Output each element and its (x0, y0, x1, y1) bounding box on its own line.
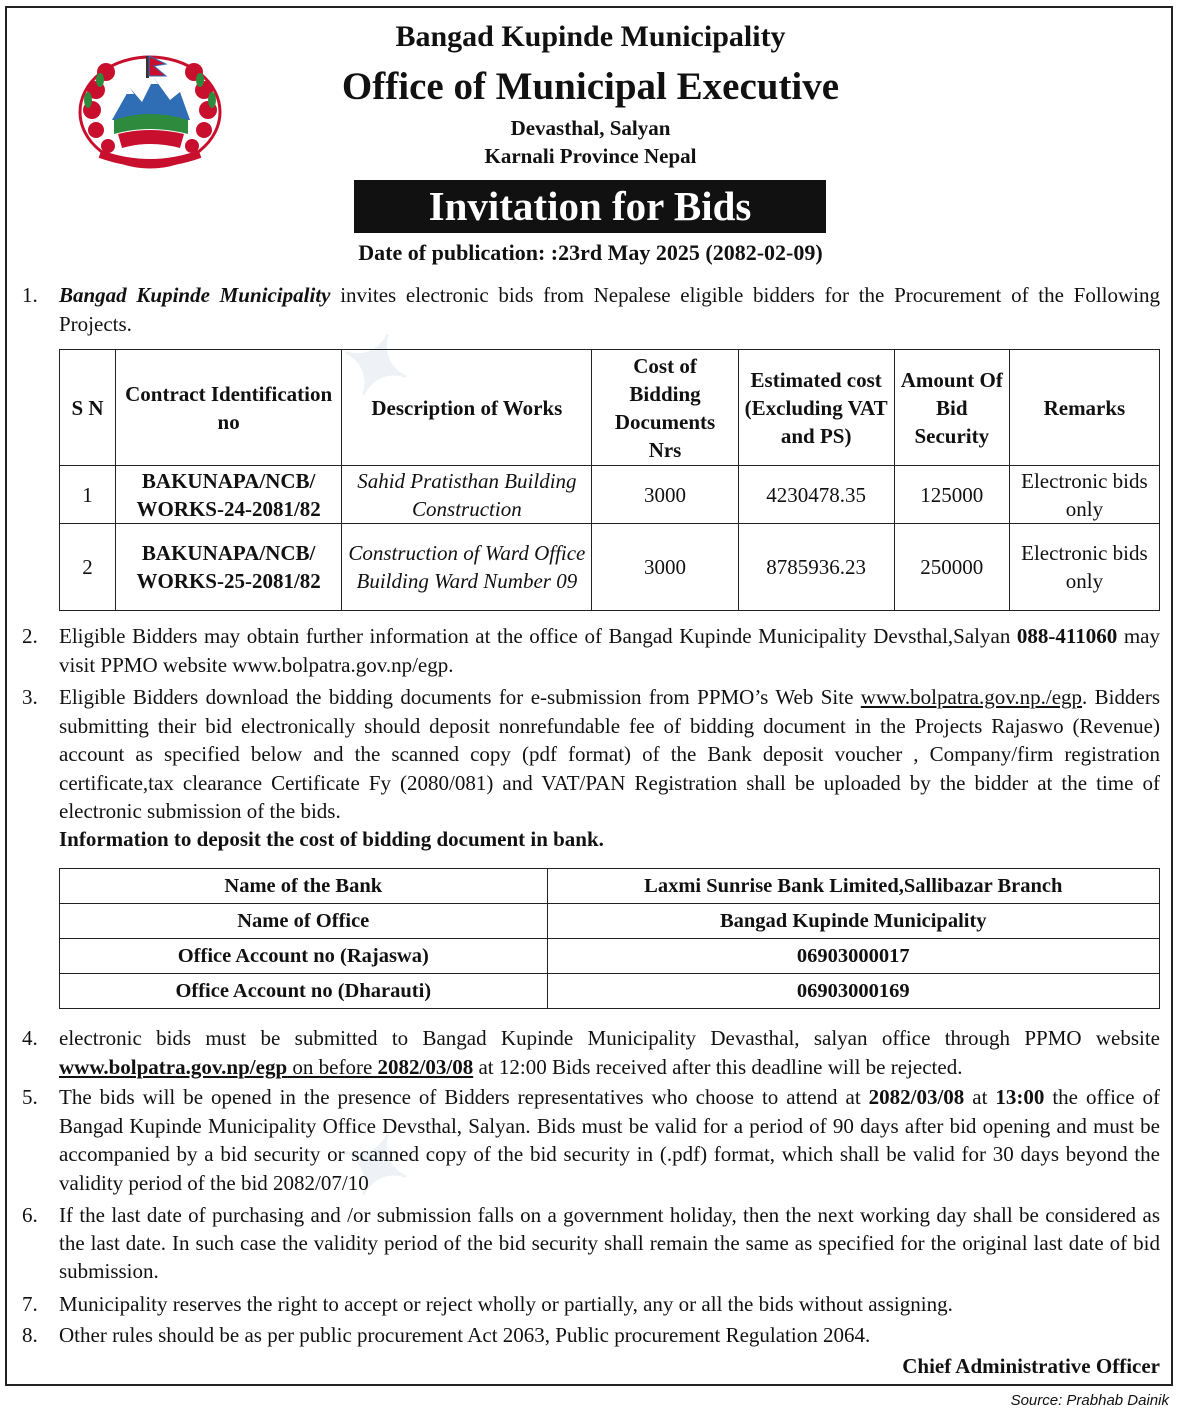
item-6-text: If the last date of purchasing and /or submission falls on a government holiday, then the next working day shall be considered as the last date. In such case the validity period of the bid security shall remain the same as specified for the original last date of bid submission. (59, 1203, 1160, 1283)
item-4-on-before: on before (287, 1054, 378, 1079)
bank-info-heading: Information to deposit the cost of bidding document in bank. (59, 827, 604, 851)
item-number-3: 3. (22, 685, 38, 709)
bank-label: Office Account no (Dharauti) (60, 974, 548, 1009)
cell-estimated: 4230478.35 (738, 466, 894, 524)
cell-remarks: Electronic bids only (1009, 466, 1159, 524)
header-estimated: Estimated cost (Excluding VAT and PS) (738, 350, 894, 466)
cell-remarks: Electronic bids only (1009, 524, 1159, 611)
item-4-part-b: at 12:00 Bids received after this deadline will be rejected. (473, 1054, 963, 1079)
item-5-at: at (964, 1085, 996, 1109)
item-5-part-b: the office of Bangad Kupinde Municipality Office Devsthal, Salyan. Bids must be valid for a period of 90 days after bid opening and must be accompanied by a bid security or scanned copy of the bid security in (.pdf) format, which shall be valid for 30 days beyond the validity period of the bid 2082/07/10 (59, 1085, 1161, 1195)
table-row (60, 939, 1160, 974)
item-number-6: 6. (22, 1203, 38, 1227)
ppmo-website-link[interactable]: www.bolpatra.gov.np./egp (860, 685, 1083, 709)
watermark-logo-bottom: ✦ (319, 1113, 436, 1217)
cell-cost: 3000 (592, 466, 738, 524)
item-number-2: 2. (22, 624, 38, 648)
header-description: Description of Works (342, 350, 592, 466)
item-2-part-a: Eligible Bidders may obtain further information at the office of Bangad Kupinde Municipality Devsthal,Salyan (59, 624, 1017, 648)
bank-label: Office Account no (Rajaswa) (60, 939, 548, 974)
bank-value: Laxmi Sunrise Bank Limited,Sallibazar Branch (547, 869, 1159, 904)
item-number-7: 7. (22, 1292, 38, 1316)
cell-estimated: 8785936.23 (738, 524, 894, 611)
table-row (60, 974, 1160, 1009)
bank-label: Name of Office (60, 904, 548, 939)
item-number-4: 4. (22, 1026, 38, 1050)
header-contract: Contract Identification no (116, 350, 342, 466)
item-5-part-a: The bids will be opened in the presence of Bidders representatives who choose to attend at (59, 1085, 869, 1109)
cell-security: 250000 (894, 524, 1009, 611)
watermark-logo-top: ✦ (319, 313, 436, 417)
cell-sn: 2 (60, 524, 116, 611)
item-number-5: 5. (22, 1085, 38, 1109)
table-row (60, 869, 1160, 904)
bank-table (59, 868, 1160, 1009)
item-3-text (59, 683, 1160, 826)
item-1-org: Bangad Kupinde Municipality (59, 283, 331, 307)
office-title: Office of Municipal Executive (341, 65, 840, 108)
item-4-part-a: electronic bids must be submitted to Bangad Kupinde Municipality Devasthal, salyan office through PPMO website (59, 1026, 1160, 1050)
cell-security: 125000 (894, 466, 1009, 524)
item-number-1: 1. (22, 283, 38, 307)
item-1-rest: invites electronic bids from Nepalese eligible bidders for the Procurement of the Following Projects. (59, 283, 1161, 336)
address-line-2: Karnali Province Nepal (484, 144, 697, 168)
table-row (60, 466, 1160, 524)
signature-title: Chief Administrative Officer (902, 1354, 1160, 1378)
bank-value: Bangad Kupinde Municipality (547, 904, 1159, 939)
item-4-text (59, 1024, 1160, 1081)
cell-description: Sahid Pratisthan Building Construction (342, 466, 592, 524)
source-credit: Source: Prabhab Dainik (1010, 1392, 1169, 1409)
cell-sn: 1 (60, 466, 116, 524)
table-row (60, 904, 1160, 939)
opening-time: 13:00 (995, 1085, 1045, 1109)
item-5-text (59, 1083, 1160, 1197)
bank-label: Name of the Bank (60, 869, 548, 904)
cell-contract: BAKUNAPA/NCB/ WORKS-25-2081/82 (116, 524, 342, 611)
item-1-text (59, 281, 1160, 338)
municipality-name: Bangad Kupinde Municipality (395, 20, 786, 53)
item-3-part-b: . Bidders submitting their bid electronically should deposit nonrefundable fee of bidding document in the Projects Rajaswo (Revenue) account as specified below and the scanned copy (pdf format) of the Bank deposit voucher , Company/firm registration certificate,tax clearance Certificate Fy (2080/081) and VAT/PAN Registration shall be uploaded by the bidder at the time of electronic submission of the bids. (59, 685, 1161, 823)
item-8-text: Other rules should be as per public procurement Act 2063, Public procurement Regulation 2064. (59, 1323, 871, 1347)
cell-contract: BAKUNAPA/NCB/ WORKS-24-2081/82 (116, 466, 342, 524)
header-cost: Cost of Bidding Documents Nrs (592, 350, 738, 466)
header-security: Amount Of Bid Security (894, 350, 1009, 466)
publication-date: Date of publication: :23rd May 2025 (2082-02-09) (358, 240, 823, 265)
projects-table (59, 349, 1160, 611)
cell-description: Construction of Ward Office Building Ward Number 09 (342, 524, 592, 611)
submission-deadline-date: 2082/03/08 (377, 1054, 474, 1079)
header-sn: S N (60, 350, 116, 466)
item-7-text: Municipality reserves the right to accept or reject wholly or partially, any or all the bids without assigning. (59, 1292, 953, 1316)
opening-date: 2082/03/08 (868, 1085, 965, 1109)
bolpatra-link[interactable]: www.bolpatra.gov.np/egp (59, 1054, 288, 1079)
cell-cost: 3000 (592, 524, 738, 611)
item-number-8: 8. (22, 1323, 38, 1347)
item-2-part-b: may visit PPMO website www.bolpatra.gov.np/egp. (59, 624, 1160, 677)
header-remarks: Remarks (1009, 350, 1159, 466)
bank-value: 06903000169 (547, 974, 1159, 1009)
table-header-row (60, 350, 1160, 466)
address-line-1: Devasthal, Salyan (510, 116, 671, 140)
bank-value: 06903000017 (547, 939, 1159, 974)
item-3-part-a: Eligible Bidders download the bidding documents for e-submission from PPMO’s Web Site (59, 685, 861, 709)
table-row (60, 524, 1160, 611)
invitation-banner: Invitation for Bids (354, 180, 826, 233)
office-phone: 088-411060 (1016, 624, 1118, 648)
item-2-text (59, 622, 1160, 679)
